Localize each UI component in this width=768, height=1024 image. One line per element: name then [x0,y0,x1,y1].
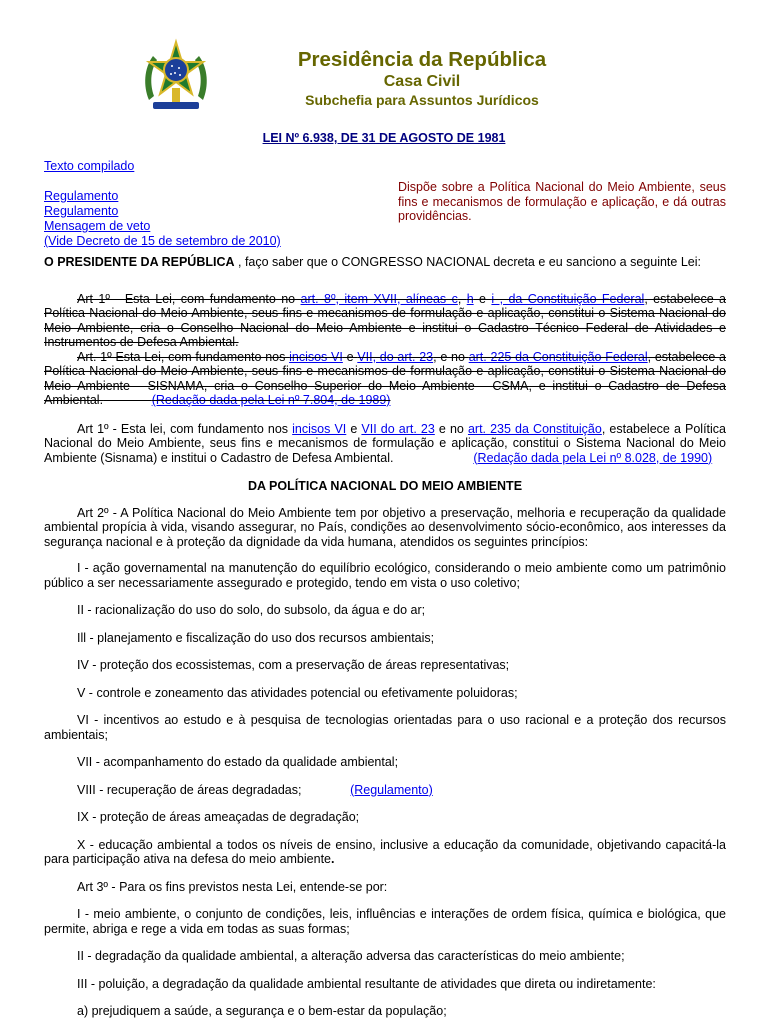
art2-intro: Art 2º - A Política Nacional do Meio Ambiente tem por objetivo a preservação, melhoria e recuperação da qualidade ambiental propícia à vida, visando assegurar, no País, condições ao desenvolvimento sócio-econômico, aos interesses da segurança nacional e à proteção da dignidade da vida humana, atendidos os seguintes princípios: [44,505,726,549]
art1-1989-sep: e [342,349,358,364]
regulamento-inline-link[interactable]: (Regulamento) [350,782,433,797]
regulamento-link-2[interactable]: Regulamento [44,204,119,218]
art1-1989-sep2: , e no [433,349,469,364]
mensagem-veto-link[interactable]: Mensagem de veto [44,219,151,233]
art1-sep: e [346,421,362,436]
art3-item-i: I - meio ambiente, o conjunto de condições, leis, influências e interações de ordem física, química e biológica, que permite, abriga e rege a vida em todas as suas formas; [44,907,726,936]
art1-1989-rest: , estabelece a Política Nacional do Meio Ambiente, seus fins e mecanismos de formulação e aplicação, constitui o Sistema Nacional do Meio Ambiente - SISNAMA, cria o Conselho Superior do Meio Ambiente - CSMA, e institui o Cadastro de Defesa Ambiental. [44,349,727,407]
preamble-bold: O PRESIDENTE DA REPÚBLICA [44,255,235,269]
law-title-link[interactable]: LEI Nº 6.938, DE 31 DE AGOSTO DE 1981 [262,131,506,145]
art1-link-incisos[interactable]: incisos VI [292,421,347,436]
art2-item-viii-text: VIII - recuperação de áreas degradadas; [77,782,302,797]
art2-item-v: V - controle e zoneamento das atividades potencial ou efetivamente poluidoras; [77,685,518,700]
art3-item-a: a) prejudiquem a saúde, a segurança e o bem-estar da população; [77,1004,447,1018]
art1-1989-text: Art. 1º Esta Lei, com fundamento nos [77,349,290,364]
ementa: Dispõe sobre a Política Nacional do Meio Ambiente, seus fins e mecanismos de formulação e aplicação, e dá outras providências. [398,180,726,223]
art1-rest: , estabelece a Política Nacional do Meio Ambiente, seus fins e mecanismos de formulação e aplicação, constitui o Sistema Nacional do Meio Ambiente (Sisnama) e institui o Cadastro de Defesa Ambiental. [44,421,726,465]
art1-original [44,292,726,350]
art1-original-link-1[interactable]: art. 8º, item XVII, alíneas c [300,291,458,306]
brazil-coat-of-arms-icon [141,38,211,114]
art1-current [44,422,726,466]
regulamento-link-1[interactable]: Regulamento [44,189,119,203]
art1-original-sep2: e [473,291,492,306]
art1-1989-link-3[interactable]: art. 225 da Constituição Federal [468,349,648,364]
art1-original-rest: , estabelece a Política Nacional do Meio Ambiente, seus fins e mecanismos de formulação e aplicação, constitui o Sistema Nacional do Meio Ambiente, cria o Conselho Nacional do Meio Ambiente e institui o Cadastro Técnico Federal de Atividades e Instrumentos de Defesa Ambiental. [44,291,726,349]
art2-item-vii: VII - acompanhamento do estado da qualidade ambiental; [77,755,399,769]
art1-original-text: Art 1º - Esta Lei, com fundamento no [77,291,301,306]
vide-decreto-link[interactable]: (Vide Decreto de 15 de setembro de 2010) [44,234,281,248]
art2-item-i: I - ação governamental na manutenção do equilíbrio ecológico, considerando o meio ambiente como um patrimônio público a ser necessariamente assegurado e protegido, tendo em vista o uso coletivo; [44,561,726,590]
art1-redacao-link[interactable]: (Redação dada pela Lei nº 8.028, de 1990) [473,450,713,465]
art1-original-link-3[interactable]: i , da Constituição Federal [491,291,645,306]
art1-link-art23[interactable]: VII do art. 23 [361,421,435,436]
art1-original-sep: , [457,291,467,306]
art1-revised-1989 [44,350,726,408]
texto-compilado-link[interactable]: Texto compilado [44,159,135,173]
left-links [44,159,281,249]
art3-item-ii: II - degradação da qualidade ambiental, a alteração adversa das características do meio ambiente; [77,949,625,963]
art1-text: Art 1º - Esta lei, com fundamento nos [77,421,293,436]
art3-intro: Art 3º - Para os fins previstos nesta Lei, entende-se por: [77,879,388,894]
art2-item-vi: VI - incentivos ao estudo e à pesquisa de tecnologias orientadas para o uso racional e a proteção dos recursos ambientais; [44,713,726,742]
art1-1989-link-2[interactable]: VII, do art. 23 [357,349,434,364]
preamble [44,255,726,270]
preamble-text: , faço saber que o CONGRESSO NACIONAL decreta e eu sanciono a seguinte Lei: [234,255,701,269]
art3-item-iii: III - poluição, a degradação da qualidade ambiental resultante de atividades que direta ou indiretamente: [77,976,656,991]
art2-item-x-period: . [331,852,335,866]
art2-item-iii: Ill - planejamento e fiscalização do uso dos recursos ambientais; [77,630,435,645]
law-title [0,131,768,145]
art2-item-viii [44,783,726,798]
art2-item-x-text: X - educação ambiental a todos os níveis de ensino, inclusive a educação da comunidade, objetivando capacitá-la para participação ativa na defesa do meio ambiente [44,837,726,866]
art2-item-iv: IV - proteção dos ecossistemas, com a preservação de áreas representativas; [77,658,510,672]
header-department: Subchefia para Assuntos Jurídicos [305,92,539,108]
art1-1989-link-1[interactable]: incisos VI [289,349,343,364]
art1-1989-redacao-link[interactable]: (Redação dada pela Lei nº 7.804, de 1989) [151,393,391,407]
art2-item-ii: II - racionalização do uso do solo, do subsolo, da água e do ar; [77,603,426,617]
art2-item-ix: IX - proteção de áreas ameaçadas de degradação; [77,810,360,824]
art2-item-x [44,838,726,867]
art1-original-link-2[interactable]: h [466,291,474,306]
law-body [44,255,726,1019]
art1-sep2: e no [434,421,468,436]
header-subtitle: Casa Civil [383,73,461,90]
header-title: Presidência da República [297,48,547,71]
art1-link-constituicao[interactable]: art. 235 da Constituição [467,421,602,436]
header [222,48,622,110]
section-title: DA POLÍTICA NACIONAL DO MEIO AMBIENTE [247,479,523,493]
